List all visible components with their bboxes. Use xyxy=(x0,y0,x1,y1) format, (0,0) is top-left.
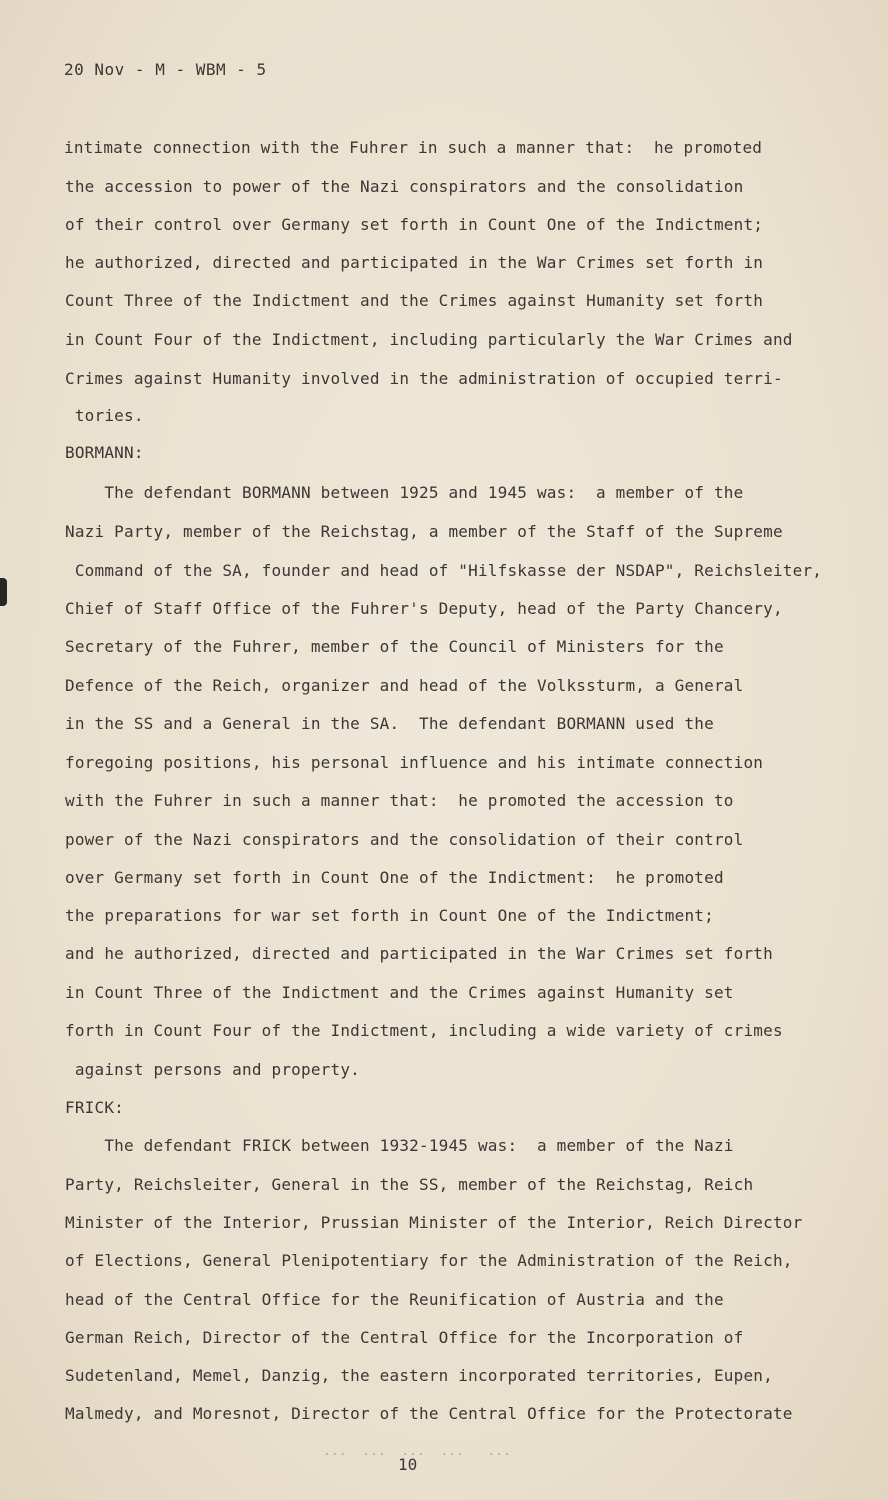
text-line: with the Fuhrer in such a manner that: he promoted the accession to xyxy=(65,791,734,810)
page-number: 10 xyxy=(398,1455,418,1474)
text-line: in the SS and a General in the SA. The defendant BORMANN used the xyxy=(65,714,714,733)
faint-bleedthrough-text: ... ... ... ... ... xyxy=(190,1444,511,1459)
text-line: over Germany set forth in Count One of the Indictment: he promoted xyxy=(65,868,724,887)
text-line: Malmedy, and Moresnot, Director of the Central Office for the Protectorate xyxy=(65,1404,793,1423)
section-heading-bormann: BORMANN: xyxy=(65,443,144,462)
text-line: power of the Nazi conspirators and the consolidation of their control xyxy=(65,830,744,849)
text-line: Chief of Staff Office of the Fuhrer's Deputy, head of the Party Chancery, xyxy=(65,599,783,618)
text-line: the accession to power of the Nazi conspirators and the consolidation xyxy=(65,177,744,196)
text-line: against persons and property. xyxy=(65,1060,360,1079)
text-line: Secretary of the Fuhrer, member of the Council of Ministers for the xyxy=(65,637,724,656)
text-line: tories. xyxy=(65,406,144,425)
text-line: Sudetenland, Memel, Danzig, the eastern incorporated territories, Eupen, xyxy=(65,1366,773,1385)
binding-mark xyxy=(0,578,7,606)
text-line: The defendant BORMANN between 1925 and 1945 was: a member of the xyxy=(65,483,744,502)
section-heading-frick: FRICK: xyxy=(65,1098,124,1117)
text-line: Count Three of the Indictment and the Crimes against Humanity set forth xyxy=(65,291,764,310)
text-line: the preparations for war set forth in Count One of the Indictment; xyxy=(65,906,714,925)
text-line: The defendant FRICK between 1932-1945 was: a member of the Nazi xyxy=(65,1136,734,1155)
text-line: and he authorized, directed and participated in the War Crimes set forth xyxy=(65,944,773,963)
text-line: in Count Four of the Indictment, including particularly the War Crimes and xyxy=(65,330,793,349)
text-line: Minister of the Interior, Prussian Minister of the Interior, Reich Director xyxy=(65,1213,803,1232)
text-line: foregoing positions, his personal influence and his intimate connection xyxy=(65,753,764,772)
text-line: forth in Count Four of the Indictment, including a wide variety of crimes xyxy=(65,1021,783,1040)
text-line: he authorized, directed and participated in the War Crimes set forth in xyxy=(65,253,764,272)
text-line: Defence of the Reich, organizer and head of the Volkssturm, a General xyxy=(65,676,744,695)
text-line: of Elections, General Plenipotentiary for the Administration of the Reich, xyxy=(65,1251,793,1270)
text-line: Crimes against Humanity involved in the administration of occupied terri- xyxy=(65,369,783,388)
text-line: of their control over Germany set forth in Count One of the Indictment; xyxy=(65,215,764,234)
text-line: German Reich, Director of the Central Office for the Incorporation of xyxy=(65,1328,744,1347)
text-line: Command of the SA, founder and head of "Hilfskasse der NSDAP", Reichsleiter, xyxy=(65,561,823,580)
text-line: in Count Three of the Indictment and the Crimes against Humanity set xyxy=(65,983,734,1002)
text-line: Nazi Party, member of the Reichstag, a member of the Staff of the Supreme xyxy=(65,522,783,541)
text-line: Party, Reichsleiter, General in the SS, member of the Reichstag, Reich xyxy=(65,1175,754,1194)
text-line: head of the Central Office for the Reunification of Austria and the xyxy=(65,1290,724,1309)
document-reference: 20 Nov - M - WBM - 5 xyxy=(64,60,267,79)
text-line: intimate connection with the Fuhrer in such a manner that: he promoted xyxy=(64,138,763,157)
